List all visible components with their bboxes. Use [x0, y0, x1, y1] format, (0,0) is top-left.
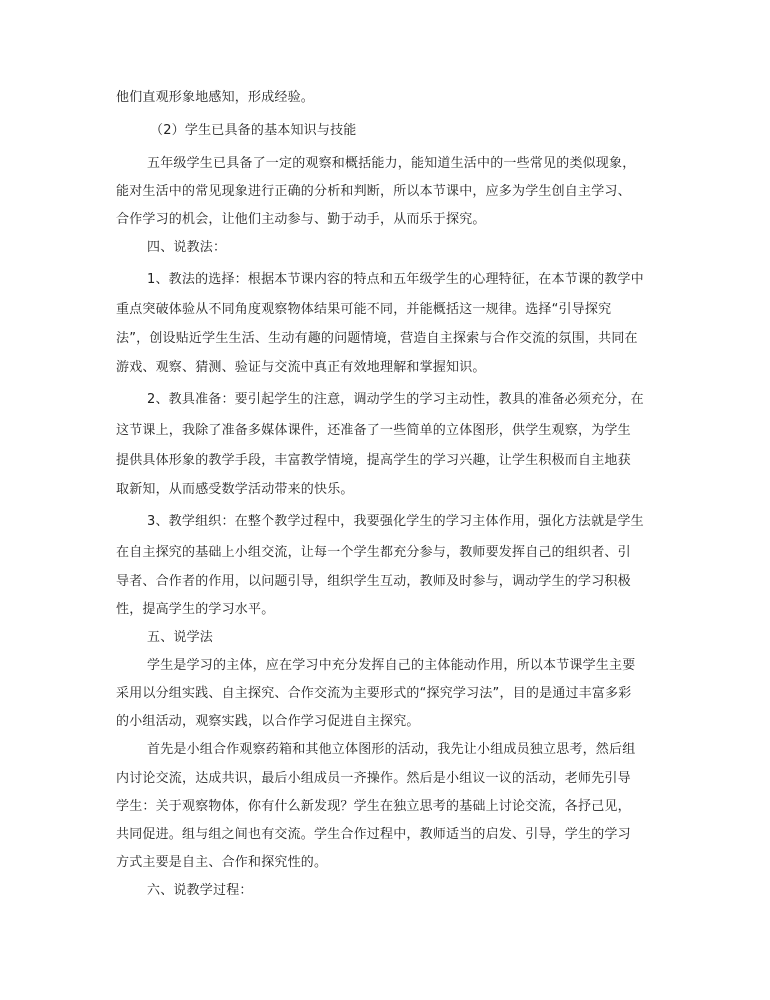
text-line: 方式主要是自主、合作和探究性的。: [116, 855, 328, 870]
text-line: 重点突破体验从不同角度观察物体结果可能不同，并能概括这一规律。选择“引导探究: [116, 302, 612, 317]
text-line: 提供具体形象的教学手段，丰富教学情境，提高学生的学习兴趣，让学生积极而自主地获: [116, 453, 631, 468]
text-line: 共同促进。组与组之间也有交流。学生合作过程中，教师适当的启发、引导，学生的学习: [116, 827, 631, 842]
text-line: 首先是小组合作观察药箱和其他立体图形的活动，我先让小组成员独立思考，然后组: [147, 742, 636, 757]
text-line: 法”，创设贴近学生生活、生动有趣的问题情境，营造自主探索与合作交流的氛围，共同在: [116, 331, 638, 346]
text-line: 这节课上，我除了准备多媒体课件，还准备了一些简单的立体图形，供学生观察，为学生: [116, 423, 631, 438]
text-line: 3、教学组织：在整个教学过程中，我要强化学生的学习主体作用，强化方法就是学生: [147, 514, 644, 529]
text-line: 他们直观形象地感知，形成经验。: [116, 90, 315, 105]
text-line: 2、教具准备：要引起学生的注意，调动学生的学习主动性，教具的准备必须充分，在: [147, 392, 644, 407]
text-line: 能对生活中的常见现象进行正确的分析和判断，所以本节课中，应多为学生创自主学习、: [116, 184, 631, 199]
text-line: 性，提高学生的学习水平。: [116, 602, 275, 617]
section-heading: 四、说教法：: [147, 240, 227, 255]
text-line: 内讨论交流，达成共识，最后小组成员一齐操作。然后是小组议一议的活动，老师先引导: [116, 771, 631, 786]
text-line: 1、教法的选择：根据本节课内容的特点和五年级学生的心理特征，在本节课的教学中: [147, 272, 644, 287]
text-line: 游戏、观察、猜测、验证与交流中真正有效地理解和掌握知识。: [116, 360, 486, 375]
text-line: 合作学习的机会，让他们主动参与、勤于动手，从而乐于探究。: [116, 212, 486, 227]
text-line: 采用以分组实践、自主探究、合作交流为主要形式的“探究学习法”，目的是通过丰富多彩: [116, 686, 632, 701]
text-line: 在自主探究的基础上小组交流，让每一个学生都充分参与，教师要发挥自己的组织者、引: [116, 545, 631, 560]
text-line: 五年级学生已具备了一定的观察和概括能力，能知道生活中的一些常见的类似现象，: [147, 156, 636, 171]
subheading: （2）学生已具备的基本知识与技能: [150, 123, 357, 138]
text-line: 的小组活动，观察实践，以合作学习促进自主探究。: [116, 714, 420, 729]
section-heading: 六、说教学过程：: [147, 883, 253, 898]
text-line: 学生：关于观察物体，你有什么新发现？学生在独立思考的基础上讨论交流，各抒己见，: [116, 799, 631, 814]
text-line: 取新知，从而感受数学活动带来的快乐。: [116, 482, 354, 497]
text-line: 学生是学习的主体，应在学习中充分发挥自己的主体能动作用，所以本节课学生主要: [147, 658, 636, 673]
section-heading: 五、说学法: [147, 630, 214, 645]
text-line: 导者、合作者的作用，以问题引导，组织学生互动，教师及时参与，调动学生的学习积极: [116, 574, 631, 589]
